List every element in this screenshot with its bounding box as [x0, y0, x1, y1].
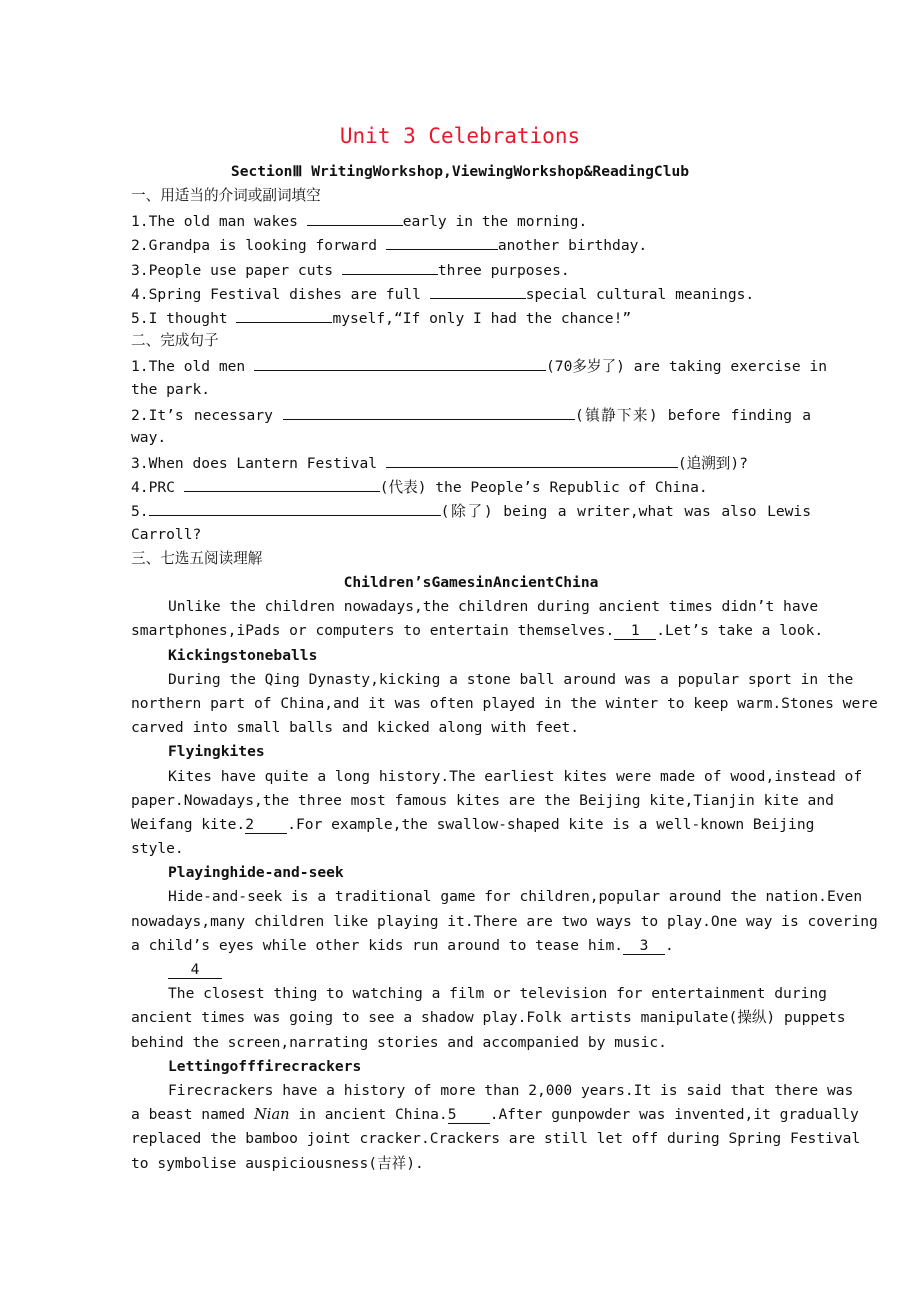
part1-item-1: 1.The old man wakes early in the morning.	[131, 208, 811, 232]
hide-and-seek-line-3: a child’s eyes while other kids run around to tease him. 3 .	[131, 936, 674, 954]
intro-line-2: smartphones,iPads or computers to entertain themselves. 1 .Let’s take a look.	[131, 622, 824, 640]
kites-line-4: style.	[131, 840, 184, 858]
part2-item-2-cont: way.	[131, 428, 167, 446]
stoneballs-line-2: northern part of China,and it was often played in the winter to keep warm.Stones were	[131, 694, 878, 712]
part2-item-4: 4.PRC (代表) the People’s Republic of China.	[131, 474, 811, 498]
answer-blank-1[interactable]: 1	[614, 622, 656, 640]
answer-blank[interactable]	[430, 281, 526, 299]
part2-item-3: 3.When does Lantern Festival (追溯到)?	[131, 450, 811, 474]
passage-title: Children’sGamesinAncientChina	[343, 574, 599, 591]
part2-item-1: 1.The old men (70多岁了) are taking exercise in	[131, 353, 811, 377]
answer-blank[interactable]	[386, 450, 678, 468]
kites-line-1: Kites have quite a long history.The earliest kites were made of wood,instead of	[168, 767, 863, 785]
answer-blank[interactable]	[236, 305, 332, 323]
hide-and-seek-line-2: nowadays,many children like playing it.There are two ways to play.One way is covering	[131, 912, 878, 930]
heading-blank-4-row	[131, 958, 811, 982]
intro-line-1: Unlike the children nowadays,the children during ancient times didn’t have	[168, 598, 819, 616]
part1-item-3: 3.People use paper cuts three purposes.	[131, 257, 811, 281]
section-heading-hide-and-seek: Playinghide-and-seek	[168, 864, 344, 882]
firecrackers-line-2: a beast named Nian in ancient China.5 .After gunpowder was invented,it gradually	[131, 1106, 859, 1124]
unit-title: Unit 3 Celebrations	[339, 124, 581, 148]
answer-blank[interactable]	[149, 498, 441, 516]
firecrackers-line-3: replaced the bamboo joint cracker.Crackers are still let off during Spring Festival	[131, 1130, 861, 1148]
part1-item-2: 2.Grandpa is looking forward another birthday.	[131, 232, 811, 256]
answer-blank[interactable]	[254, 353, 546, 371]
shadow-play-line-1: The closest thing to watching a film or television for entertainment during	[168, 985, 827, 1003]
answer-blank-3[interactable]: 3	[623, 937, 665, 955]
part3-heading: 三、七选五阅读理解	[131, 549, 263, 567]
part1-heading: 一、用适当的介词或副词填空	[131, 187, 321, 204]
section-heading-kites: Flyingkites	[168, 743, 265, 761]
section-heading-firecrackers: Lettingofffirecrackers	[168, 1057, 362, 1075]
answer-blank[interactable]	[184, 474, 380, 492]
shadow-play-line-2: ancient times was going to see a shadow play.Folk artists manipulate(操纵) puppets	[131, 1009, 846, 1027]
answer-blank[interactable]	[307, 208, 403, 226]
part1-item-5: 5.I thought myself,“If only I had the chance!”	[131, 305, 811, 329]
answer-blank-4[interactable]: 4	[168, 961, 222, 979]
part2-item-5: 5. (除了) being a writer,what was also Lewis	[131, 498, 811, 522]
part2-item-2: 2.It’s necessary (镇静下来) before finding a	[131, 402, 811, 426]
answer-blank[interactable]	[283, 402, 575, 420]
answer-blank[interactable]	[386, 232, 498, 250]
part2-item-5-cont: Carroll?	[131, 525, 202, 543]
part2-item-1-cont: the park.	[131, 380, 211, 398]
shadow-play-line-3: behind the screen,narrating stories and accompanied by music.	[131, 1033, 667, 1051]
stoneballs-line-3: carved into small balls and kicked along with feet.	[131, 719, 580, 737]
part1-item-4: 4.Spring Festival dishes are full special cultural meanings.	[131, 281, 811, 305]
firecrackers-line-4: to symbolise auspiciousness(吉祥).	[131, 1154, 424, 1172]
kites-line-2: paper.Nowadays,the three most famous kites are the Beijing kite,Tianjin kite and	[131, 791, 834, 809]
section-heading-stoneballs: Kickingstoneballs	[168, 646, 318, 664]
part2-heading: 二、完成句子	[131, 332, 219, 350]
section-subtitle: SectionⅢ WritingWorkshop,ViewingWorkshop&ReadingClub	[230, 163, 690, 180]
answer-blank-2[interactable]: 2	[245, 816, 287, 834]
stoneballs-line-1: During the Qing Dynasty,kicking a stone ball around was a popular sport in the	[168, 670, 854, 688]
answer-blank-5[interactable]: 5	[448, 1106, 490, 1124]
hide-and-seek-line-1: Hide-and-seek is a traditional game for children,popular around the nation.Even	[168, 888, 863, 906]
kites-line-3: Weifang kite.2 .For example,the swallow-shaped kite is a well-known Beijing	[131, 815, 815, 833]
document-body	[131, 184, 878, 1176]
answer-blank[interactable]	[342, 257, 438, 275]
firecrackers-line-1: Firecrackers have a history of more than 2,000 years.It is said that there was	[168, 1081, 854, 1099]
